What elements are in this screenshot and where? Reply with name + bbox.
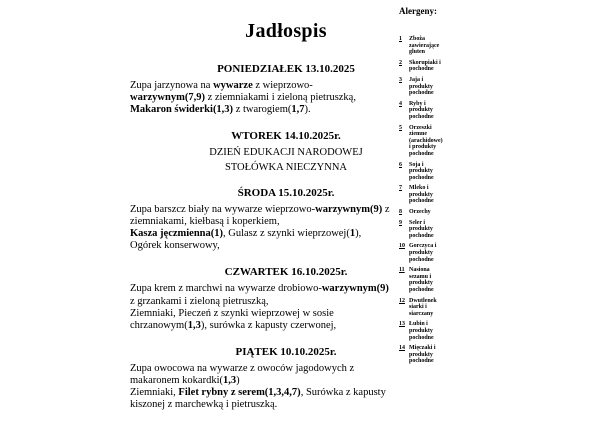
allergen-item bbox=[399, 162, 469, 182]
day-section-tuesday bbox=[130, 130, 442, 173]
allergens-title: Alergeny: bbox=[399, 6, 437, 16]
menu-paragraph: Ziemniaki, Filet rybny z serem(1,3,4,7), Surówka z kapusty kiszonej z marchewką i pietruszką. bbox=[130, 386, 386, 410]
day-section-wednesday bbox=[130, 187, 442, 252]
menu-paragraph: Makaron świderki(1,3) z twarogiem(1,7). bbox=[130, 104, 311, 116]
day-heading-thursday: CZWARTEK 16.10.2025r. bbox=[224, 266, 348, 279]
allergen-number: 8 bbox=[399, 209, 402, 216]
allergens-panel bbox=[399, 6, 469, 369]
allergen-number: 14 bbox=[399, 345, 405, 352]
allergen-text: Orzechy bbox=[409, 209, 431, 216]
allergen-item bbox=[399, 298, 469, 318]
day-section-monday bbox=[130, 63, 442, 116]
day-heading-tuesday: WTOREK 14.10.2025r. bbox=[231, 130, 341, 143]
allergen-text: Nasiona sezamu i produkty pochodne bbox=[409, 267, 434, 293]
allergen-item bbox=[399, 36, 469, 56]
day-heading-friday: PIĄTEK 10.10.2025r. bbox=[235, 345, 337, 358]
allergen-item bbox=[399, 185, 469, 205]
allergen-text: Soja i produkty pochodne bbox=[409, 161, 434, 181]
allergen-item bbox=[399, 243, 469, 263]
menu-paragraph: Ziemniaki, Pieczeń z szynki wieprzowej w sosie chrzanowym(1,3), surówka z kapusty czerwonej, bbox=[130, 307, 337, 331]
day-section-thursday bbox=[130, 266, 442, 331]
menu-document bbox=[130, 20, 442, 425]
allergen-number: 12 bbox=[399, 297, 405, 304]
allergen-text: Zboża zawierające gluten bbox=[409, 36, 440, 56]
allergen-text: Dwutlenek siarki i siarczany bbox=[409, 297, 437, 317]
day-note: DZIEŃ EDUKACJI NARODOWEJ bbox=[209, 147, 363, 159]
day-heading-monday: PONIEDZIAŁEK 13.10.2025 bbox=[217, 63, 355, 75]
menu-paragraph: Zupa jarzynowa na wywarze z wieprzowo- warzywnym(7,9) z ziemniakami i zieloną pietruszką, bbox=[130, 80, 356, 104]
allergen-number: 3 bbox=[399, 76, 402, 83]
allergen-number: 13 bbox=[399, 321, 405, 328]
allergen-number: 6 bbox=[399, 161, 402, 168]
allergen-text: Jaja i produkty pochodne bbox=[409, 76, 434, 97]
allergen-number: 5 bbox=[399, 124, 402, 131]
allergen-number: 11 bbox=[399, 267, 405, 274]
day-section-friday bbox=[130, 346, 442, 411]
allergen-item bbox=[399, 321, 469, 341]
page-title: Jadłospis bbox=[245, 20, 327, 42]
allergen-item bbox=[399, 77, 469, 97]
allergen-text: Łubin i produkty pochodne bbox=[409, 321, 434, 341]
menu-paragraph: Kasza jęczmienna(1), Gulasz z szynki wieprzowej(1), Ogórek konserwowy, bbox=[130, 228, 362, 252]
allergen-item bbox=[399, 125, 469, 158]
allergen-number: 7 bbox=[399, 185, 402, 192]
allergen-item bbox=[399, 101, 469, 121]
allergen-item bbox=[399, 267, 469, 293]
allergens-list bbox=[399, 36, 469, 365]
menu-paragraph: Zupa barszcz biały na wywarze wieprzowo-warzywnym(9) z ziemniakami, kiełbasą i koperkiem, bbox=[130, 204, 390, 228]
menu-paragraph: Zupa krem z marchwi na wywarze drobiowo-warzywnym(9) z grzankami i zieloną pietruszką, bbox=[130, 283, 389, 307]
allergen-number: 2 bbox=[399, 59, 402, 66]
allergen-number: 4 bbox=[399, 100, 402, 107]
allergen-item bbox=[399, 60, 469, 73]
allergen-text: Mięczaki i produkty pochodne bbox=[409, 345, 436, 365]
allergen-text: Seler i produkty pochodne bbox=[409, 219, 434, 239]
allergen-text: Skorupiaki i pochodne bbox=[409, 59, 441, 73]
allergen-text: Mleko i produkty pochodne bbox=[409, 185, 434, 205]
day-heading-wednesday: ŚRODA 15.10.2025r. bbox=[237, 187, 335, 200]
allergen-number: 1 bbox=[399, 36, 402, 42]
allergen-number: 10 bbox=[399, 243, 405, 250]
allergen-text: Ryby i produkty pochodne bbox=[409, 100, 434, 120]
allergen-number: 9 bbox=[399, 219, 402, 226]
allergen-item bbox=[399, 345, 469, 365]
menu-paragraph: Zupa owocowa na wywarze z owoców jagodowych z makaronem kokardki(1,3) bbox=[130, 362, 355, 386]
allergen-text: Gorczyca i produkty pochodne bbox=[409, 243, 437, 263]
allergen-item bbox=[399, 220, 469, 240]
day-note: STOŁÓWKA NIECZYNNA bbox=[224, 162, 347, 174]
allergen-text: Orzeszki ziemne (arachidowe) i produkty pochodne bbox=[409, 124, 443, 157]
allergen-item bbox=[399, 209, 469, 216]
